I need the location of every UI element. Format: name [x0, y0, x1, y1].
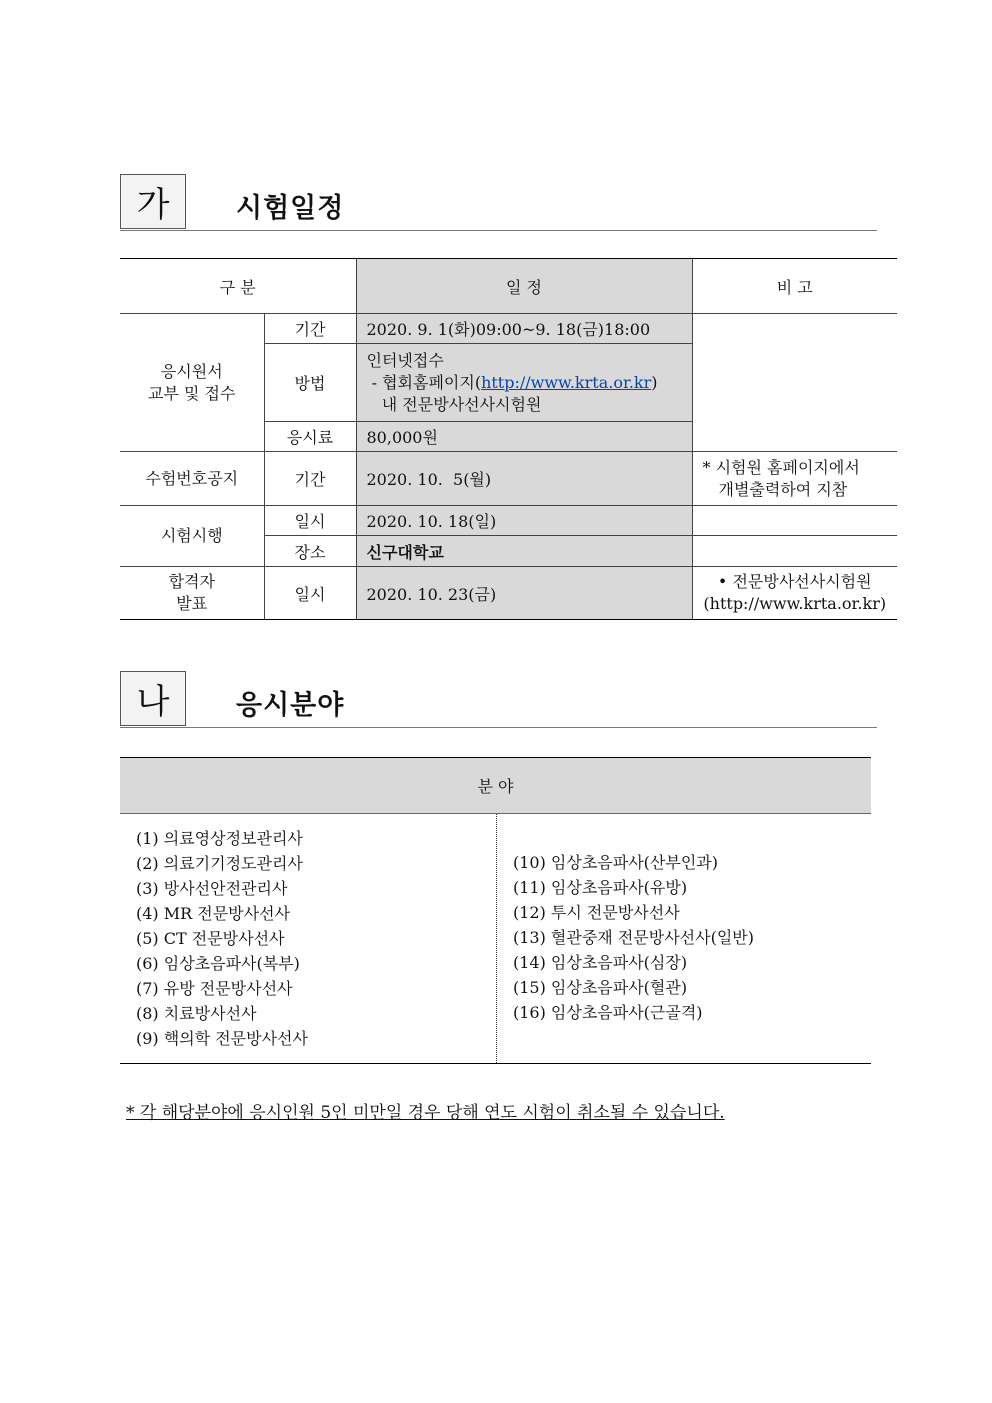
application-category: 응시원서 교부 및 접수 [120, 314, 264, 452]
table-row [120, 506, 897, 536]
list-item: (7) 유방 전문방사선사 [136, 979, 293, 998]
application-period-value: 2020. 9. 1(화)09:00~9. 18(금)18:00 [356, 314, 692, 344]
list-item: (14) 임상초음파사(심장) [513, 953, 688, 972]
list-item: (16) 임상초음파사(근골격) [513, 1003, 703, 1022]
exam-category: 시험시행 [120, 506, 264, 567]
fields-right-column [497, 814, 871, 1063]
list-item: (12) 투시 전문방사선사 [513, 903, 680, 922]
list-item: (5) CT 전문방사선사 [136, 929, 285, 948]
section-b-title: 응시분야 [236, 690, 345, 721]
list-item: (6) 임상초음파사(복부) [136, 954, 300, 973]
section-a-title: 시험일정 [236, 193, 345, 224]
header-schedule: 일 정 [356, 259, 692, 314]
exam-place-value: 신구대학교 [356, 536, 692, 567]
exam-date-label: 일시 [264, 506, 356, 536]
schedule-header-row [120, 259, 897, 314]
section-b-letter: 나 [120, 671, 186, 726]
exam-number-value: 2020. 10. 5(월) [356, 452, 692, 506]
list-item: (11) 임상초음파사(유방) [513, 878, 688, 897]
fields-header: 분 야 [120, 758, 871, 814]
result-remark: • 전문방사선사시험원 (http://www.krta.or.kr) [692, 567, 897, 620]
list-item: (13) 혈관중재 전문방사선사(일반) [513, 928, 754, 947]
fields-table [120, 757, 871, 1064]
list-item: (8) 치료방사선사 [136, 1004, 257, 1023]
list-item: (9) 핵의학 전문방사선사 [136, 1029, 308, 1048]
schedule-table [120, 258, 897, 620]
exam-date-value: 2020. 10. 18(일) [356, 506, 692, 536]
section-a-header [120, 174, 877, 231]
krta-link[interactable]: http://www.krta.or.kr [481, 372, 652, 392]
header-category: 구 분 [120, 259, 356, 314]
application-fee-label: 응시료 [264, 422, 356, 452]
header-remarks: 비 고 [692, 259, 897, 314]
exam-number-remark: * 시험원 홈페이지에서 개별출력하여 지참 [692, 452, 897, 506]
exam-number-label: 기간 [264, 452, 356, 506]
application-method-label: 방법 [264, 344, 356, 422]
result-label: 일시 [264, 567, 356, 620]
application-period-label: 기간 [264, 314, 356, 344]
section-a-letter: 가 [120, 174, 186, 229]
application-remark [692, 314, 897, 452]
section-b-header [120, 671, 877, 728]
list-item: (2) 의료기기정도관리사 [136, 854, 303, 873]
table-row [120, 314, 897, 344]
list-item: (3) 방사선안전관리사 [136, 879, 288, 898]
table-row [120, 567, 897, 620]
list-item: (10) 임상초음파사(산부인과) [513, 853, 718, 872]
list-item: (4) MR 전문방사선사 [136, 904, 291, 923]
list-item: (15) 임상초음파사(혈관) [513, 978, 688, 997]
table-row [120, 452, 897, 506]
application-method-value: 인터넷접수 - 협회홈페이지(http://www.krta.or.kr) 내 전문방사선사시험원 [356, 344, 692, 422]
list-item: (1) 의료영상정보관리사 [136, 829, 303, 848]
result-category: 합격자 발표 [120, 567, 264, 620]
application-fee-value: 80,000원 [356, 422, 692, 452]
fields-left-column [120, 814, 497, 1063]
result-value: 2020. 10. 23(금) [356, 567, 692, 620]
exam-number-category: 수험번호공지 [120, 452, 264, 506]
cancellation-note: * 각 해당분야에 응시인원 5인 미만일 경우 당해 연도 시험이 취소될 수 있습니다. [126, 1103, 725, 1123]
exam-place-label: 장소 [264, 536, 356, 567]
